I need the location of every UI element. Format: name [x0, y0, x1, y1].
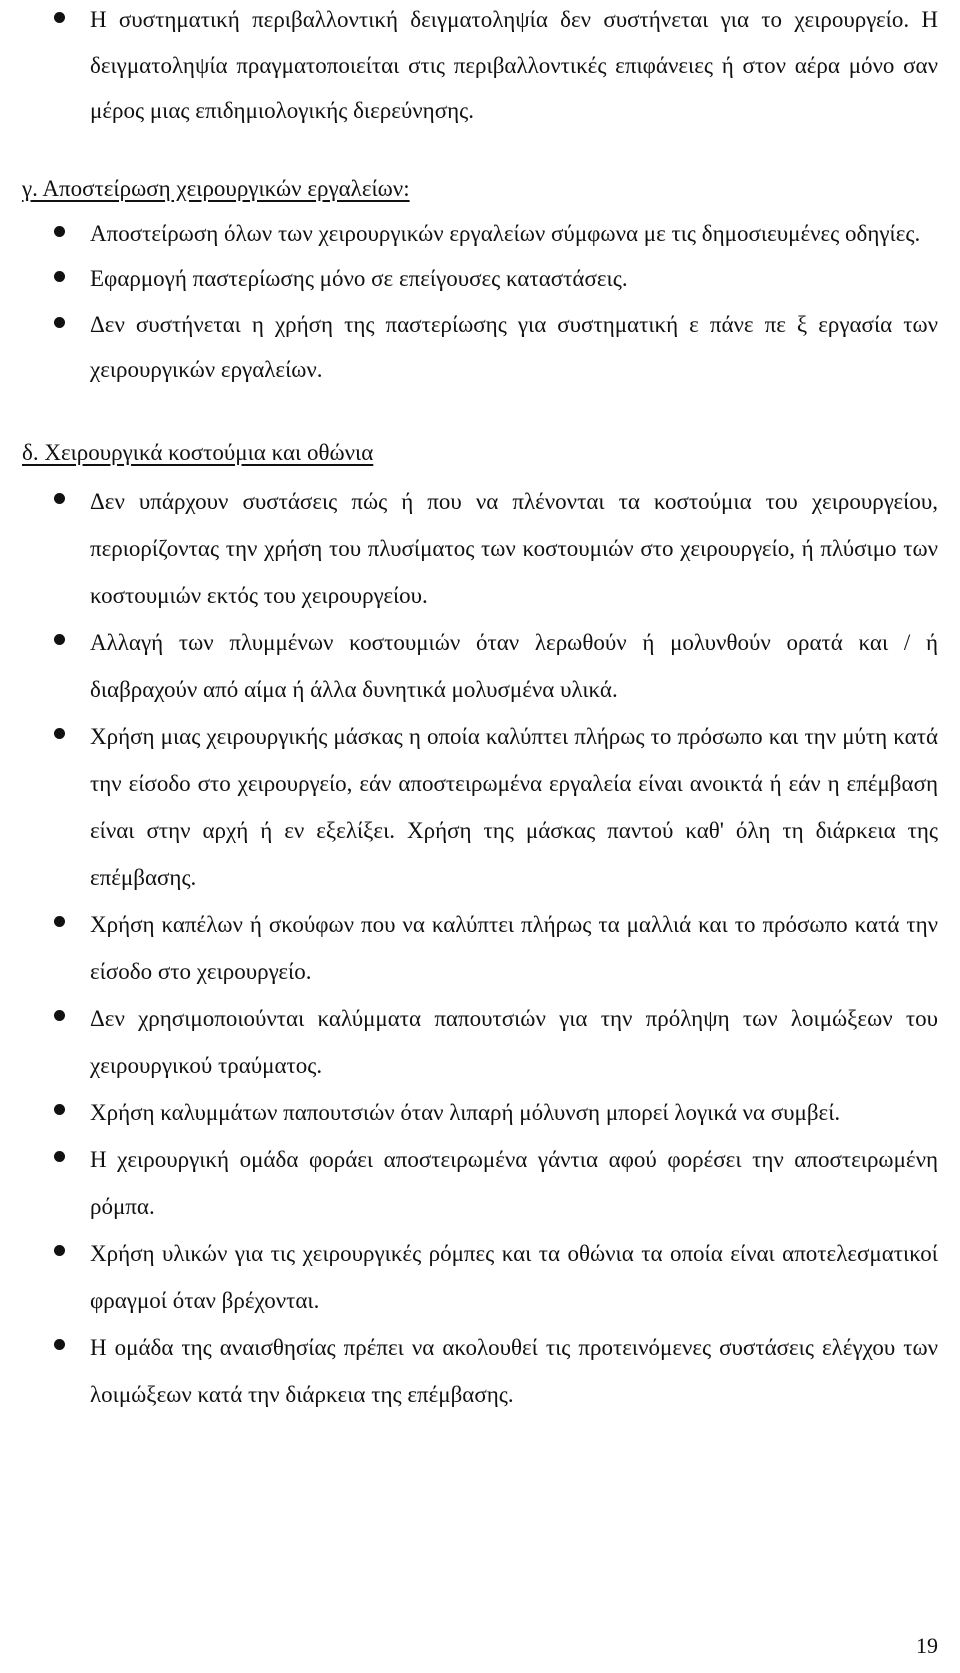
list-item: [0, 1230, 960, 1324]
list-item-text: Δεν συστήνεται η χρήση της παστερίωσης για συστηματική ε πάνε πε ξ εργασία των χειρουργικών εργαλείων.: [90, 311, 938, 382]
list-item: [0, 1089, 960, 1136]
bullet-icon: [54, 493, 65, 504]
list-item-text: Δεν υπάρχουν συστάσεις πώς ή που να πλένονται τα κοστούμια του χειρουργείου, περιορίζοντας την χρήση του πλυσίματος των κοστουμιών στο χειρουργείο, ή πλύσιμο των κοστουμιών εκτός του χειρουργείου.: [90, 488, 938, 608]
section-g-list: [0, 211, 960, 393]
list-item: [0, 0, 960, 134]
list-item: [0, 478, 960, 619]
list-item: [0, 1324, 960, 1418]
list-item: [0, 256, 960, 302]
list-item-text: Η χειρουργική ομάδα φοράει αποστειρωμένα γάντια αφού φορέσει την αποστειρωμένη ρόμπα.: [90, 1146, 938, 1219]
list-item-text: Αποστείρωση όλων των χειρουργικών εργαλείων σύμφωνα με τις δημοσιευμένες οδηγίες.: [90, 220, 921, 246]
list-item: [0, 901, 960, 995]
bullet-icon: [54, 226, 65, 237]
section-heading: δ. Χειρουργικά κοστούμια και οθώνια: [22, 439, 374, 465]
list-item-text: Χρήση καπέλων ή σκούφων που να καλύπτει πλήρως τα μαλλιά και το πρόσωπο κατά την είσοδο στο χειρουργείο.: [90, 911, 938, 984]
section-d-list: [0, 478, 960, 1418]
section-heading: γ. Αποστείρωση χειρουργικών εργαλείων:: [22, 175, 410, 201]
bullet-icon: [54, 728, 65, 739]
bullet-icon: [54, 317, 65, 328]
list-item-text: Χρήση καλυμμάτων παπουτσιών όταν λιπαρή μόλυνση μπορεί λογικά να συμβεί.: [90, 1099, 841, 1125]
bullet-icon: [54, 1104, 65, 1115]
bullet-icon: [54, 271, 65, 282]
list-item: [0, 1136, 960, 1230]
bullet-icon: [54, 916, 65, 927]
list-item-text: Χρήση μιας χειρουργικής μάσκας η οποία καλύπτει πλήρως το πρόσωπο και την μύτη κατά την είσοδο στο χειρουργείο, εάν αποστειρωμένα εργαλεία είναι ανοικτά ή εάν η επέμβαση είναι στην αρχή ή εν εξελίξει. Χρήση της μάσκας παντού καθ' όλη τη διάρκεια της επέμβασης.: [90, 723, 938, 890]
list-item-text: Η συστηματική περιβαλλοντική δειγματοληψία δεν συστήνεται για το χειρουργείο. Η δειγματοληψία πραγματοποιείται στις περιβαλλοντικές επιφάνειες ή στον αέρα μόνο σαν μέρος μιας επιδημιολογικής διερεύνησης.: [90, 7, 938, 123]
page-number: 19: [916, 1633, 938, 1658]
list-item-text: Δεν χρησιμοποιούνται καλύμματα παπουτσιών για την πρόληψη των λοιμώξεων του χειρουργικού τραύματος.: [90, 1005, 938, 1078]
list-item-text: Η ομάδα της αναισθησίας πρέπει να ακολουθεί τις προτεινόμενες συστάσεις ελέγχου των λοιμώξεων κατά την διάρκεια της επέμβασης.: [90, 1334, 938, 1407]
list-item-text: Χρήση υλικών για τις χειρουργικές ρόμπες και τα οθώνια τα οποία είναι αποτελεσματικοί φραγμοί όταν βρέχονται.: [90, 1240, 938, 1313]
list-item: [0, 713, 960, 901]
intro-list: [0, 0, 960, 134]
bullet-icon: [54, 1245, 65, 1256]
bullet-icon: [54, 1151, 65, 1162]
list-item-text: Αλλαγή των πλυμμένων κοστουμιών όταν λερωθούν ή μολυνθούν ορατά και / ή διαβραχούν από αίμα ή άλλα δυνητικά μολυσμένα υλικά.: [90, 629, 938, 702]
list-item-text: Εφαρμογή παστερίωσης μόνο σε επείγουσες καταστάσεις.: [90, 266, 628, 291]
list-item: [0, 995, 960, 1089]
bullet-icon: [54, 1010, 65, 1021]
list-item: [0, 211, 960, 257]
bullet-icon: [54, 634, 65, 645]
list-item: [0, 619, 960, 713]
bullet-icon: [54, 1339, 65, 1350]
bullet-icon: [54, 12, 65, 23]
list-item: [0, 302, 960, 393]
